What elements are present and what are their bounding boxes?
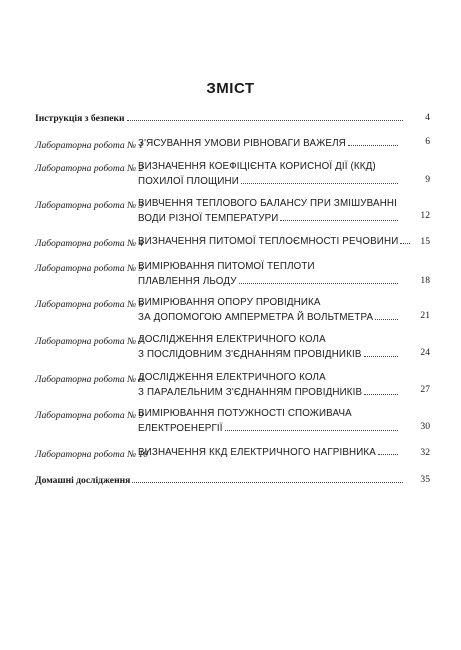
toc-page-number: 15 bbox=[420, 236, 430, 247]
toc-page-number: 4 bbox=[425, 112, 430, 123]
toc-entry-label: Лабораторна робота № 4 bbox=[35, 238, 144, 249]
leader-dots bbox=[239, 283, 398, 284]
toc-entry-title: ЗА ДОПОМОГОЮ АМПЕРМЕТРА Й ВОЛЬТМЕТРА bbox=[138, 312, 374, 323]
leader-dots bbox=[241, 183, 398, 184]
toc-entry-label: Лабораторна робота № 9 bbox=[35, 410, 144, 421]
toc-entry-title: ЕЛЕКТРОЕНЕРГІЇ bbox=[138, 423, 223, 434]
toc-entry-title: ДОСЛІДЖЕННЯ ЕЛЕКТРИЧНОГО КОЛА bbox=[138, 334, 326, 345]
toc-entry-title: ВИЗНАЧЕННЯ ККД ЕЛЕКТРИЧНОГО НАГРІВНИКА bbox=[138, 447, 376, 458]
leader-dots bbox=[280, 220, 398, 221]
page-title: ЗМІСТ bbox=[206, 80, 255, 97]
toc-page-number: 6 bbox=[425, 136, 430, 147]
toc-entry-safety[interactable] bbox=[35, 113, 405, 124]
toc-entry-title: ВИМІРЮВАННЯ ОПОРУ ПРОВІДНИКА bbox=[138, 297, 321, 308]
toc-page-number: 30 bbox=[420, 421, 430, 432]
leader-dots bbox=[127, 120, 403, 121]
toc-page-number: 12 bbox=[420, 210, 430, 221]
toc-entry-label: Лабораторна робота № 8 bbox=[35, 374, 144, 385]
toc-entry-title: ПЛАВЛЕННЯ ЛЬОДУ bbox=[138, 276, 237, 287]
toc-entry-label: Лабораторна робота № 7 bbox=[35, 336, 144, 347]
leader-dots bbox=[364, 394, 398, 395]
leader-dots bbox=[132, 482, 403, 483]
toc-entry-label: Лабораторна робота № 5 bbox=[35, 263, 144, 274]
leader-dots bbox=[378, 454, 398, 455]
toc-entry-label: Лабораторна робота № 6 bbox=[35, 299, 144, 310]
toc-entry-label: Інструкція з безпеки bbox=[35, 113, 125, 124]
toc-entry-title: ВИЗНАЧЕННЯ КОЕФІЦІЄНТА КОРИСНОЇ ДІЇ (ККД) bbox=[138, 161, 376, 172]
toc-entry-title: ВОДИ РІЗНОЇ ТЕМПЕРАТУРИ bbox=[138, 213, 279, 224]
toc-entry-title: ВИЗНАЧЕННЯ ПИТОМОЇ ТЕПЛОЄМНОСТІ РЕЧОВИНИ bbox=[138, 236, 399, 247]
toc-entry-title: З ПАРАЛЕЛЬНИМ З'ЄДНАННЯМ ПРОВІДНИКІВ bbox=[138, 387, 363, 398]
toc-entry-label: Домашні дослідження bbox=[35, 475, 131, 486]
toc-entry-label: Лабораторна робота № 10 bbox=[35, 449, 149, 460]
toc-page-number: 24 bbox=[420, 347, 430, 358]
toc-page-number: 32 bbox=[420, 447, 430, 458]
toc-entry-label: Лабораторна робота № 3 bbox=[35, 200, 144, 211]
leader-dots bbox=[400, 243, 410, 244]
toc-entry-title: ВИВЧЕННЯ ТЕПЛОВОГО БАЛАНСУ ПРИ ЗМІШУВАННІ bbox=[138, 198, 398, 209]
toc-entry-title: ДОСЛІДЖЕННЯ ЕЛЕКТРИЧНОГО КОЛА bbox=[138, 372, 326, 383]
toc-page-number: 27 bbox=[420, 384, 430, 395]
leader-dots bbox=[225, 430, 398, 431]
toc-page-number: 35 bbox=[420, 474, 430, 485]
leader-dots bbox=[364, 356, 398, 357]
toc-page-number: 18 bbox=[420, 275, 430, 286]
leader-dots bbox=[348, 145, 398, 146]
leader-dots bbox=[375, 319, 398, 320]
toc-entry-title: З'ЯСУВАННЯ УМОВИ РІВНОВАГИ ВАЖЕЛЯ bbox=[138, 138, 346, 149]
toc-page-number: 9 bbox=[425, 174, 430, 185]
toc-entry-title: З ПОСЛІДОВНИМ З'ЄДНАННЯМ ПРОВІДНИКІВ bbox=[138, 349, 362, 360]
toc-entry-label: Лабораторна робота № 1 bbox=[35, 140, 144, 151]
toc-entry-title: ВИМІРЮВАННЯ ПОТУЖНОСТІ СПОЖИВАЧА bbox=[138, 408, 352, 419]
toc-entry-title: ПОХИЛОЇ ПЛОЩИНИ bbox=[138, 176, 239, 187]
toc-entry-home-research[interactable] bbox=[35, 475, 405, 486]
toc-entry-title: ВИМІРЮВАННЯ ПИТОМОЇ ТЕПЛОТИ bbox=[138, 261, 315, 272]
toc-entry-label: Лабораторна робота № 2 bbox=[35, 163, 144, 174]
toc-page-number: 21 bbox=[420, 310, 430, 321]
